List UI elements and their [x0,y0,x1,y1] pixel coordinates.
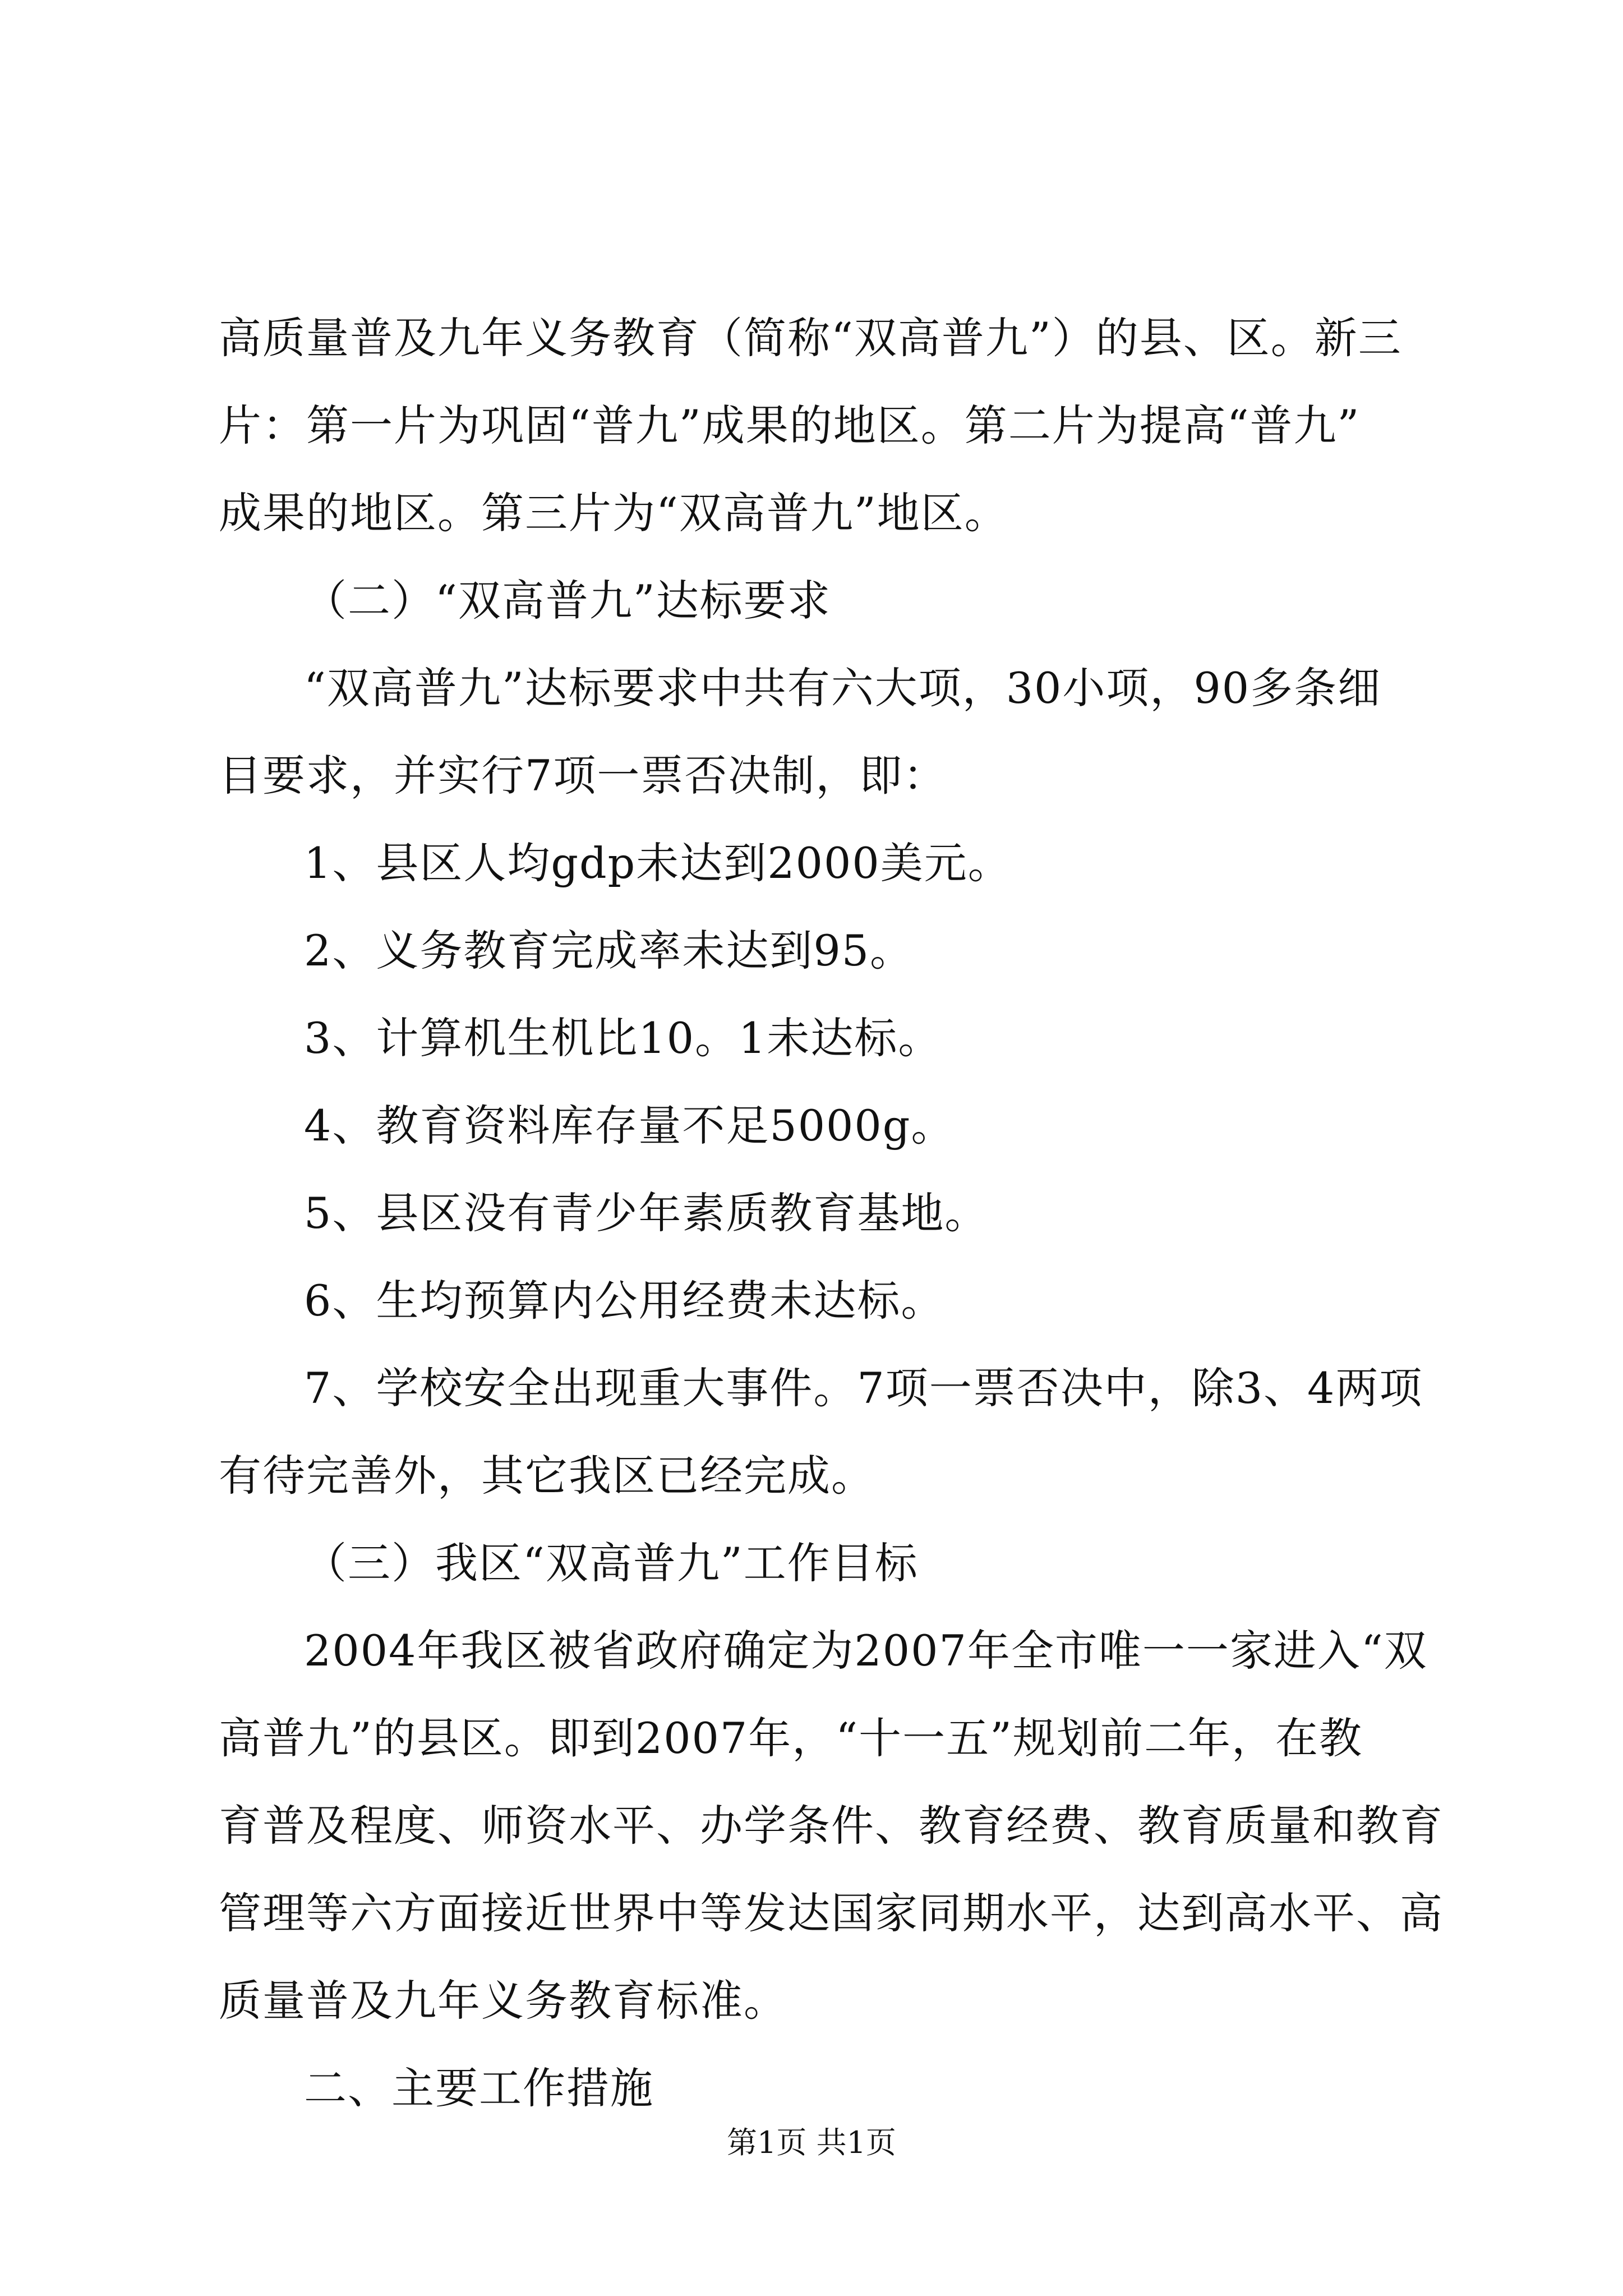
text-line: 育普及程度、师资水平、办学条件、教育经费、教育质量和教育 [219,1801,1444,1851]
text-line: 有待完善外，其它我区已经完成。 [219,1451,875,1501]
text-line: “双高普九”达标要求中共有六大项，30小项，90多条细 [304,663,1382,713]
text-line: 成果的地区。第三片为“双高普九”地区。 [219,488,1008,538]
list-item: 6、生均预算内公用经费未达标。 [304,1276,945,1326]
list-item: 2、义务教育完成率未达到95。 [304,926,914,976]
text-line: 目要求，并实行7项一票否决制，即： [219,751,947,800]
text-line: 管理等六方面接近世界中等发达国家同期水平，达到高水平、高 [219,1888,1444,1938]
section-heading: （三）我区“双高普九”工作目标 [304,1538,919,1588]
list-item: 1、县区人均gdp未达到2000美元。 [304,838,1012,888]
list-item: 4、教育资料库存量不足5000g。 [304,1101,955,1151]
document-body [219,295,1444,2132]
list-item: 5、县区没有青少年素质教育基地。 [304,1188,989,1238]
text-line: 高质量普及九年义务教育（简称“双高普九”）的县、区。新三 [219,313,1402,363]
page-footer: 第1页 共1页 [727,2125,896,2160]
list-item: 3、计算机生机比10。1未达标。 [304,1013,942,1063]
text-line: 高普九”的县区。即到2007年，“十一五”规划前二年，在教 [219,1713,1363,1763]
section-heading: 二、主要工作措施 [304,2063,654,2113]
text-line: 片：第一片为巩固“普九”成果的地区。第二片为提高“普九” [219,401,1361,450]
text-line: 2004年我区被省政府确定为2007年全市唯一一家进入“双 [304,1626,1428,1676]
section-heading: （二）“双高普九”达标要求 [304,576,831,625]
list-item: 7、学校安全出现重大事件。7项一票否决中，除3、4两项 [304,1363,1423,1413]
text-line: 质量普及九年义务教育标准。 [219,1976,787,2026]
